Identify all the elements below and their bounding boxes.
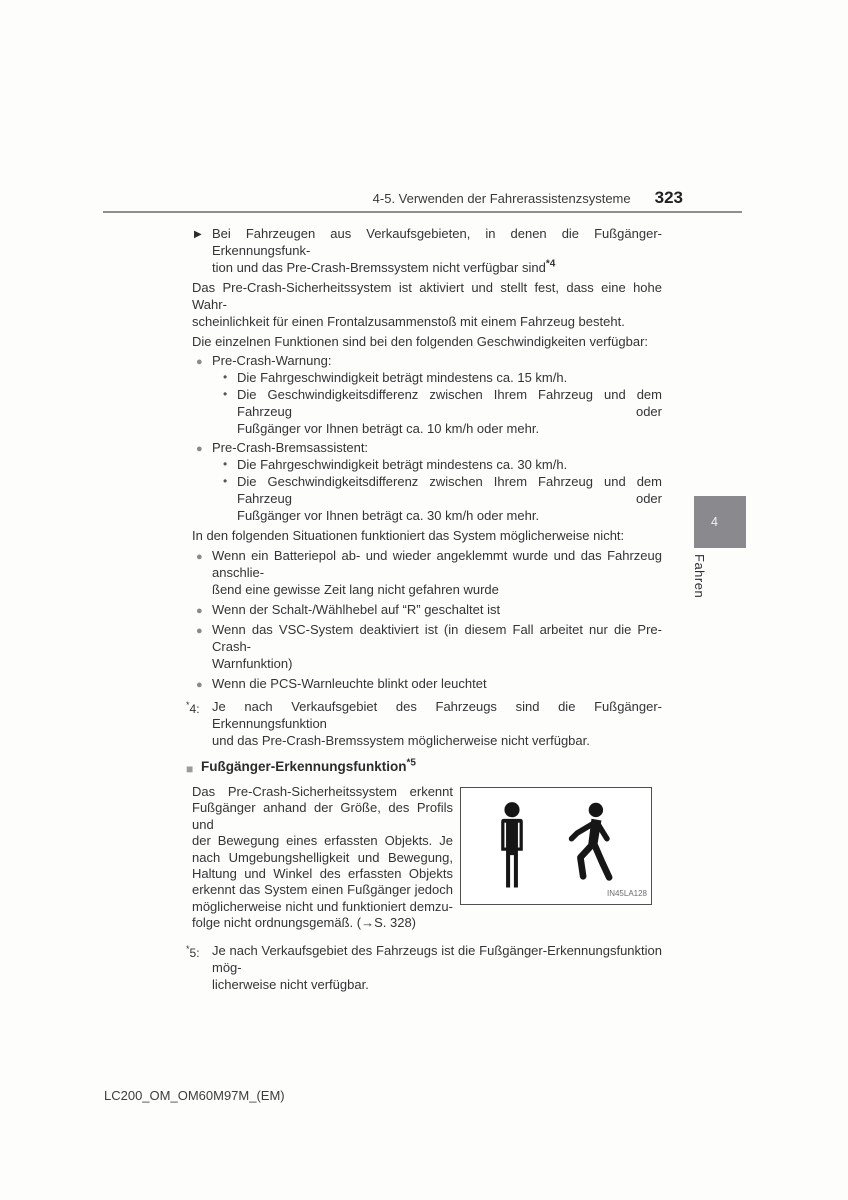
- bullet-icon: ●: [196, 625, 203, 637]
- bullet-item-condition: ● Wenn der Schalt-/Wählhebel auf “R” geschaltet ist: [192, 601, 662, 618]
- footnote-marker: *4:: [186, 700, 200, 716]
- dot-icon: •: [223, 457, 228, 471]
- section-heading: ■ Fußgänger-Erkennungsfunktion$^{*5}$: [186, 757, 662, 777]
- figure-code: IN45LA128: [606, 889, 647, 898]
- standing-person-icon: [485, 801, 539, 893]
- footnote-ref: *5: [406, 757, 416, 769]
- dot-icon: •: [223, 387, 228, 401]
- variant-intro-item: [192, 225, 662, 276]
- sub-bullet-item: • Die Fahrgeschwindigkeit beträgt mindestens ca. 30 km/h.: [223, 457, 568, 472]
- header-rule: [103, 211, 742, 213]
- chapter-number: 4: [711, 515, 718, 529]
- paragraph: Das Pre-Crash-Sicherheitssystem ist aktiviert und stellt fest, dass eine hohe Wahr- scheinlichkeit für einen Frontalzusammenstoß mit einem Fahrzeug besteht.: [192, 280, 662, 329]
- bullet-icon: ●: [196, 356, 203, 368]
- bullet-icon: ●: [196, 443, 203, 455]
- bullet-item-pre-crash-bremsassistent: ● Pre-Crash-Bremsassistent:: [192, 439, 662, 456]
- page-number: 323: [654, 188, 683, 207]
- triangle-marker-icon: ▶: [194, 229, 202, 240]
- dot-icon: •: [223, 370, 228, 384]
- bullet-item-condition: ● Wenn ein Batteriepol ab- und wieder angeklemmt wurde und das Fahrzeug anschlie- ßend eine gewisse Zeit lang nicht gefahren wurde: [196, 548, 662, 597]
- bullet-item-condition: ● Wenn die PCS-Warnleuchte blinkt oder leuchtet: [192, 675, 662, 692]
- paragraph: Die einzelnen Funktionen sind bei den folgenden Geschwindigkeiten verfügbar:: [192, 334, 649, 349]
- dot-icon: •: [223, 474, 228, 488]
- square-marker-icon: ■: [186, 762, 194, 776]
- chapter-tab: [694, 496, 746, 548]
- intro-line: Bei Fahrzeugen aus Verkaufsgebieten, in denen die Fußgänger-Erkennungsfunk-: [212, 226, 662, 258]
- footnote-4: *4: Je nach Verkaufsgebiet des Fahrzeugs sind die Fußgänger-Erkennungsfunktion und das Pre-Crash-Bremssystem möglicherweise nicht verfügbar.: [186, 699, 662, 748]
- page-content: [186, 225, 662, 993]
- bullet-icon: ●: [196, 551, 203, 563]
- footnote-marker: *5:: [186, 943, 200, 960]
- pedestrian-detection-figure: [460, 787, 652, 905]
- header-section-title: 4-5. Verwenden der Fahrerassistenzsysteme: [372, 191, 631, 206]
- sub-bullet-item: • Die Fahrgeschwindigkeit beträgt mindestens ca. 15 km/h.: [223, 370, 568, 385]
- bullet-item-condition: ● Wenn das VSC-System deaktiviert ist (in diesem Fall arbeitet nur die Pre-Crash- Warnfunktion): [196, 622, 662, 671]
- bullet-icon: ●: [196, 605, 203, 617]
- pedestrian-detection-text: Das Pre-Crash-Sicherheitssystem erkennt Fußgänger anhand der Größe, des Profils und der Bewegung eines erfassten Objekts. Je nach Umgebungshelligkeit und Bewegung, Haltung und Winkel des erfassten Objekts erkennt das System einen Fußgänger jedoch möglicherweise nicht und funktioniert demzu- folge nicht ordnungsgemäß. (→S. 328): [192, 784, 453, 931]
- bullet-icon: ●: [196, 679, 203, 691]
- paragraph: In den folgenden Situationen funktioniert das System möglicherweise nicht:: [192, 528, 625, 543]
- chapter-label: Fahren: [692, 554, 707, 599]
- footer-doc-code: LC200_OM_OM60M97M_(EM): [104, 1088, 285, 1103]
- intro-line: tion und das Pre-Crash-Bremssystem nicht verfügbar sind$^{*4}$: [212, 258, 556, 275]
- page-header: [103, 188, 683, 208]
- sub-bullet-item: • Die Geschwindigkeitsdifferenz zwischen Ihrem Fahrzeug und dem Fahrzeug oder Fußgänger vor Ihnen beträgt ca. 10 km/h oder mehr.: [223, 387, 662, 436]
- walking-person-icon: [559, 800, 625, 894]
- sub-bullet-item: • Die Geschwindigkeitsdifferenz zwischen Ihrem Fahrzeug und dem Fahrzeug oder Fußgänger vor Ihnen beträgt ca. 30 km/h oder mehr.: [223, 474, 662, 523]
- pedestrian-detection-section: [192, 784, 662, 932]
- footnote-5: *5: Je nach Verkaufsgebiet des Fahrzeugs ist die Fußgänger-Erkennungsfunktion mög- licherweise nicht verfügbar.: [186, 942, 662, 992]
- bullet-item-pre-crash-warnung: ● Pre-Crash-Warnung:: [192, 352, 662, 369]
- footnote-ref: *4: [545, 258, 556, 270]
